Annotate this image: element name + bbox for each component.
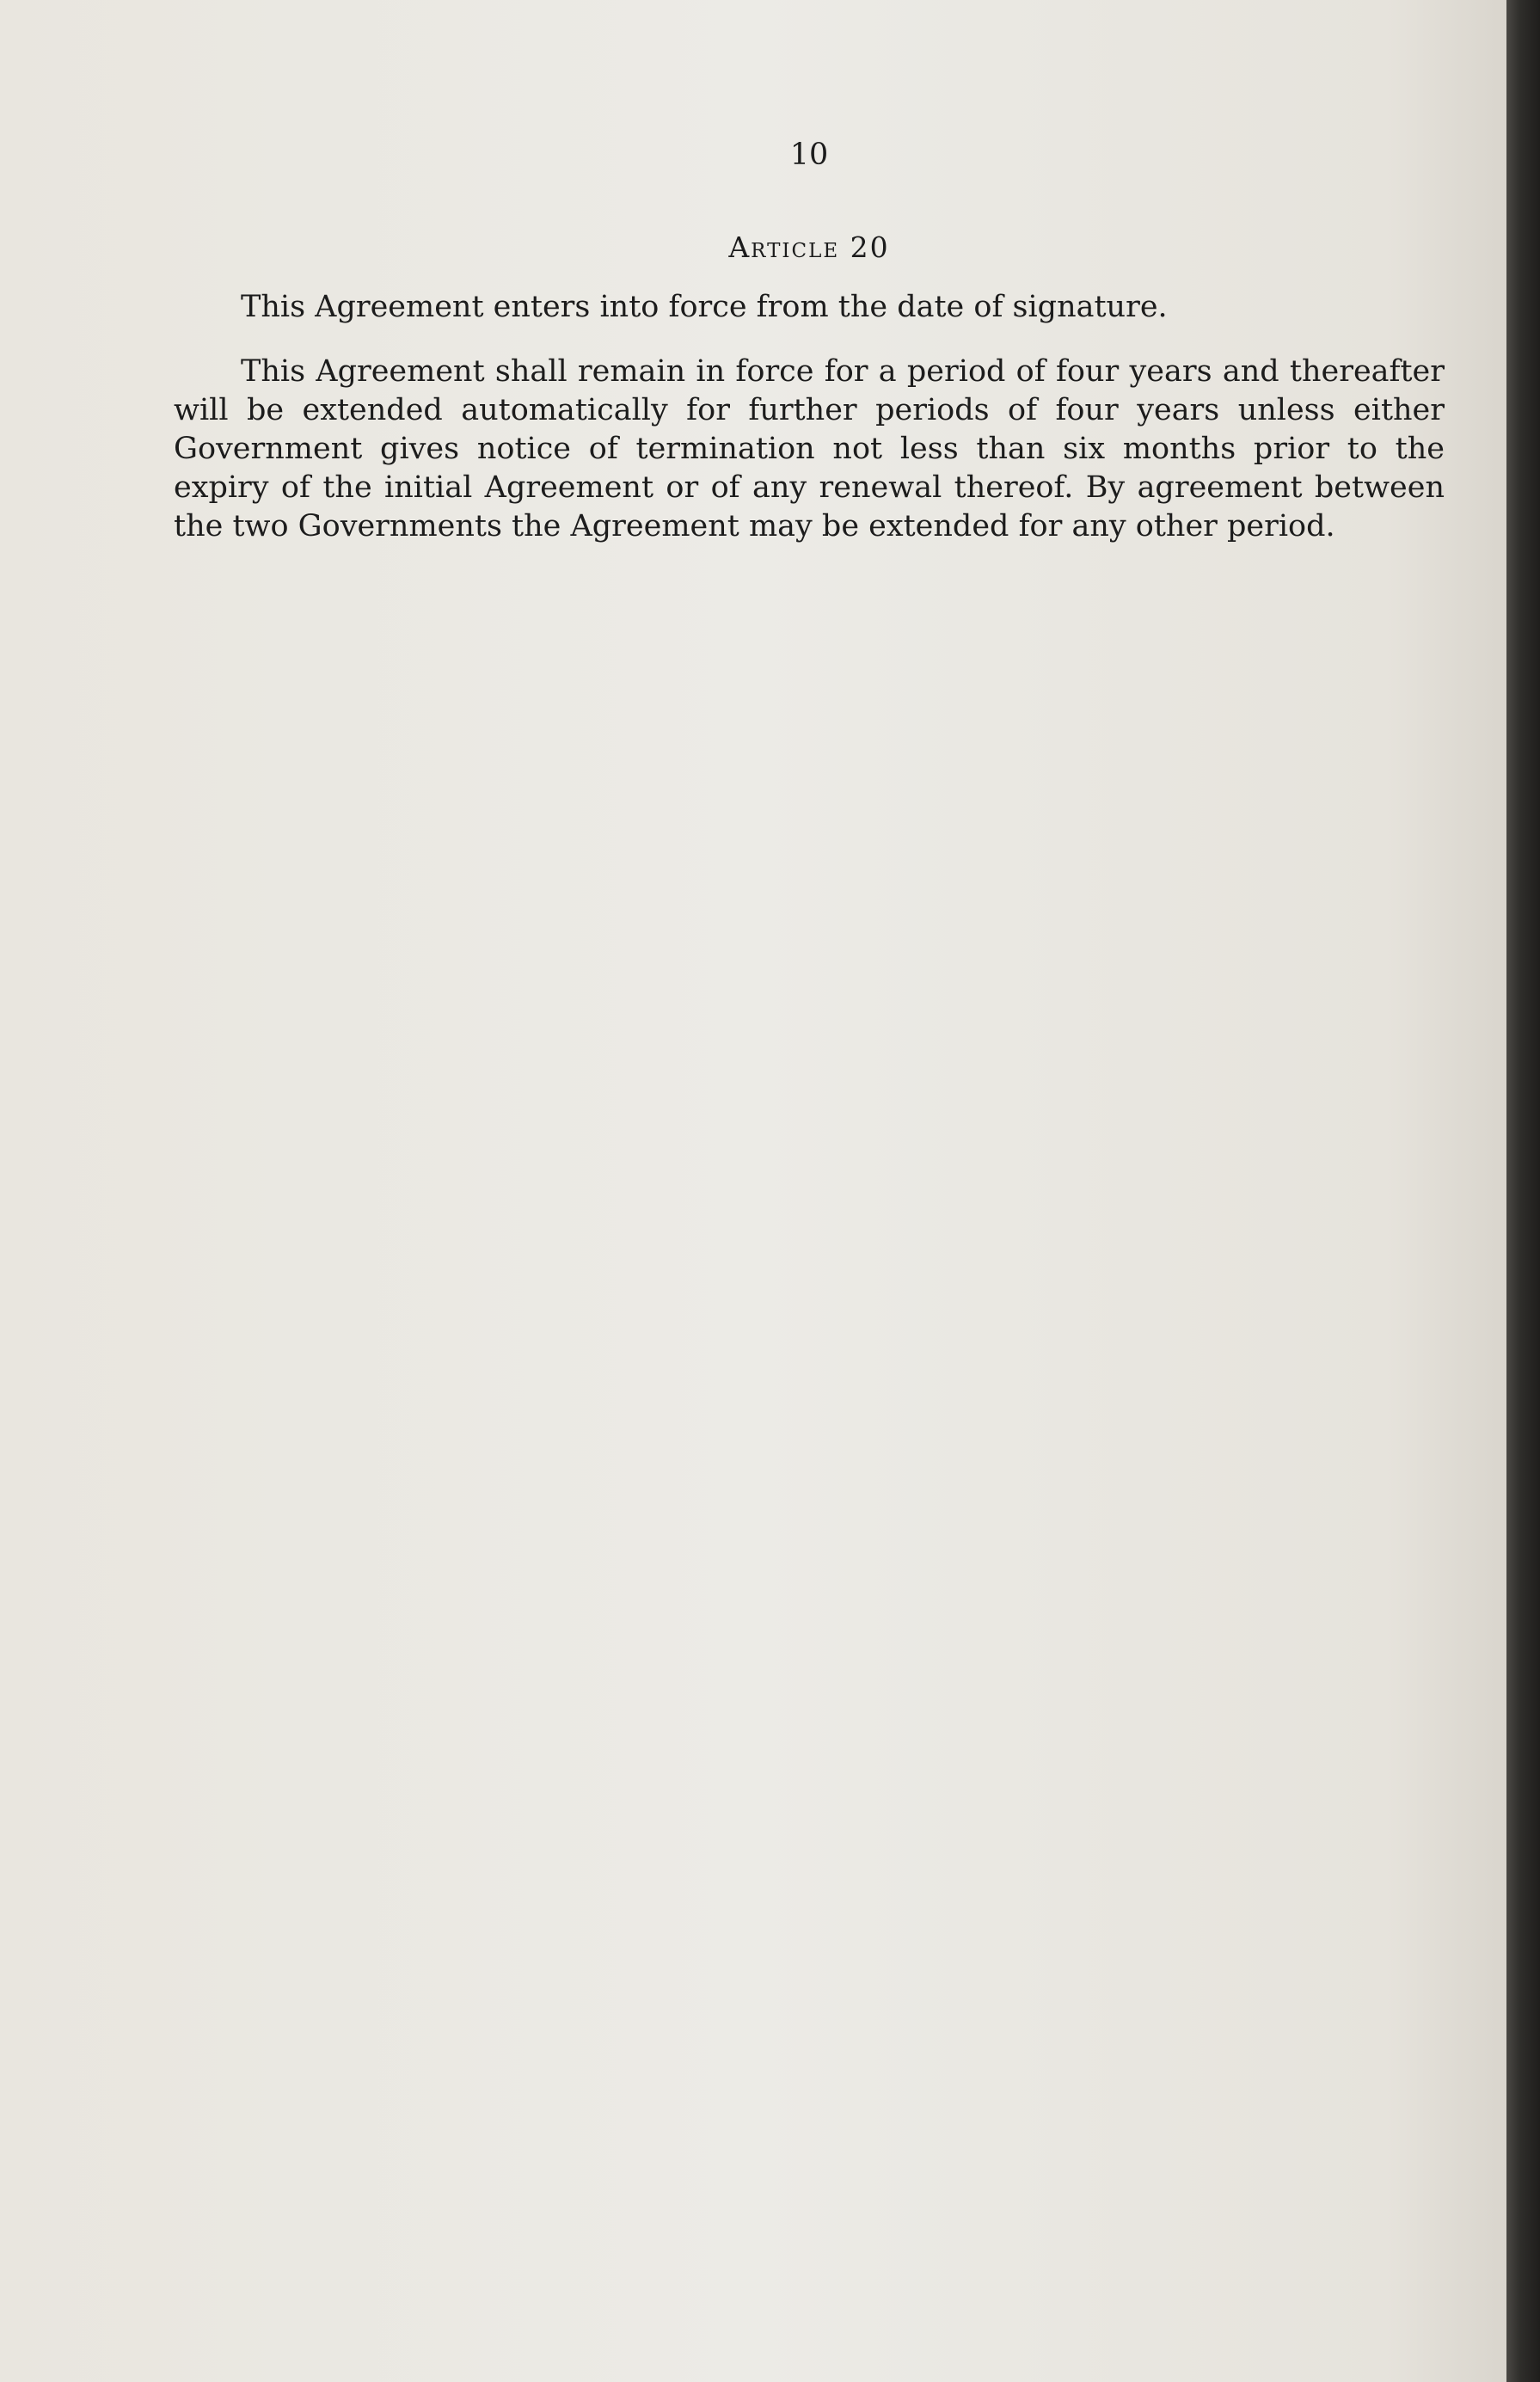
article-heading: Article 20	[728, 230, 890, 264]
paragraph-entry-into-force: This Agreement enters into force from the date of signature.	[241, 290, 1168, 324]
page-binding-edge	[1506, 0, 1540, 2382]
paragraph-duration: This Agreement shall remain in force for a period of four years and thereafter will be extended automatically for further periods of four years unless either Government gives notice of termination not less than six months prior to the expiry of the initial Agreement or of any renewal thereof. By agreement between the two Governments the Agreement may be extended for any other period.	[174, 354, 1445, 543]
page-content	[174, 138, 1445, 572]
page-number: 10	[789, 138, 829, 172]
